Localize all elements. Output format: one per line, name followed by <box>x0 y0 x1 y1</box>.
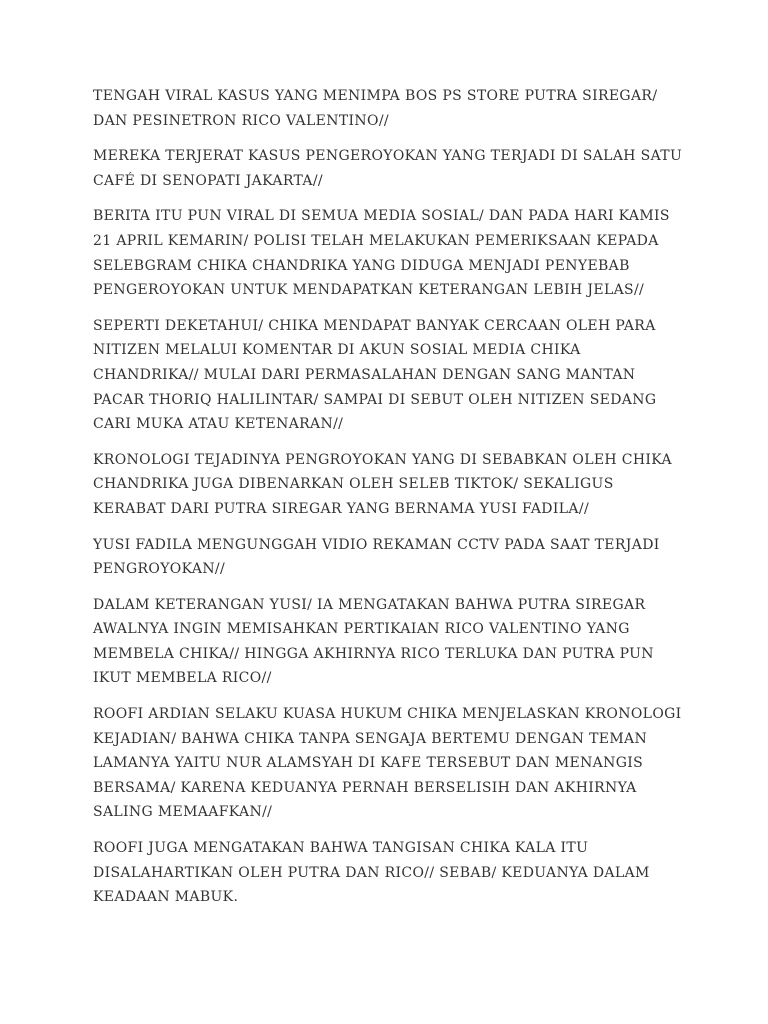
paragraph-8: ROOFI ARDIAN SELAKU KUASA HUKUM CHIKA MENJELASKAN KRONOLOGI KEJADIAN/ BAHWA CHIKA TANPA SENGAJA BERTEMU DENGAN TEMAN LAMANYA YAITU NUR ALAMSYAH DI KAFE TERSEBUT DAN MENANGIS BERSAMA/ KARENA KEDUANYA PERNAH BERSELISIH DAN AKHIRNYA SALING MEMAAFKAN// <box>93 706 682 821</box>
paragraph-4: SEPERTI DEKETAHUI/ CHIKA MENDAPAT BANYAK CERCAAN OLEH PARA NITIZEN MELALUI KOMENTAR DI AKUN SOSIAL MEDIA CHIKA CHANDRIKA// MULAI DARI PERMASALAHAN DENGAN SANG MANTAN PACAR THORIQ HALILINTAR/ SAMPAI DI SEBUT OLEH NITIZEN SEDANG CARI MUKA ATAU KETENARAN// <box>93 317 657 433</box>
paragraph-2: MEREKA TERJERAT KASUS PENGEROYOKAN YANG TERJADI DI SALAH SATU CAFÉ DI SENOPATI JAKARTA// <box>93 148 683 189</box>
paragraph-5: KRONOLOGI TEJADINYA PENGROYOKAN YANG DI SEBABKAN OLEH CHIKA CHANDRIKA JUGA DIBENARKAN OLEH SELEB TIKTOK/ SEKALIGUS KERABAT DARI PUTRA SIREGAR YANG BERNAMA YUSI FADILA// <box>93 451 672 517</box>
paragraph-6: YUSI FADILA MENGUNGGAH VIDIO REKAMAN CCTV PADA SAAT TERJADI PENGROYOKAN// <box>93 536 660 578</box>
paragraph-7: DALAM KETERANGAN YUSI/ IA MENGATAKAN BAHWA PUTRA SIREGAR AWALNYA INGIN MEMISAHKAN PERTIKAIAN RICO VALENTINO YANG MEMBELA CHIKA// HINGGA AKHIRNYA RICO TERLUKA DAN PUTRA PUN IKUT MEMBELA RICO// <box>93 596 654 687</box>
document-page <box>93 84 683 921</box>
paragraph-9: ROOFI JUGA MENGATAKAN BAHWA TANGISAN CHIKA KALA ITU DISALAHARTIKAN OLEH PUTRA DAN RICO// SEBAB/ KEDUANYA DALAM KEADAAN MABUK. <box>93 840 650 906</box>
paragraph-3: BERITA ITU PUN VIRAL DI SEMUA MEDIA SOSIAL/ DAN PADA HARI KAMIS 21 APRIL KEMARIN/ POLISI TELAH MELAKUKAN PEMERIKSAAN KEPADA SELEBGRAM CHIKA CHANDRIKA YANG DIDUGA MENJADI PENYEBAB PENGEROYOKAN UNTUK MENDAPATKAN KETERANGAN LEBIH JELAS// <box>93 208 670 299</box>
paragraph-1: TENGAH VIRAL KASUS YANG MENIMPA BOS PS STORE PUTRA SIREGAR/ DAN PESINETRON RICO VALENTINO// <box>93 88 658 129</box>
